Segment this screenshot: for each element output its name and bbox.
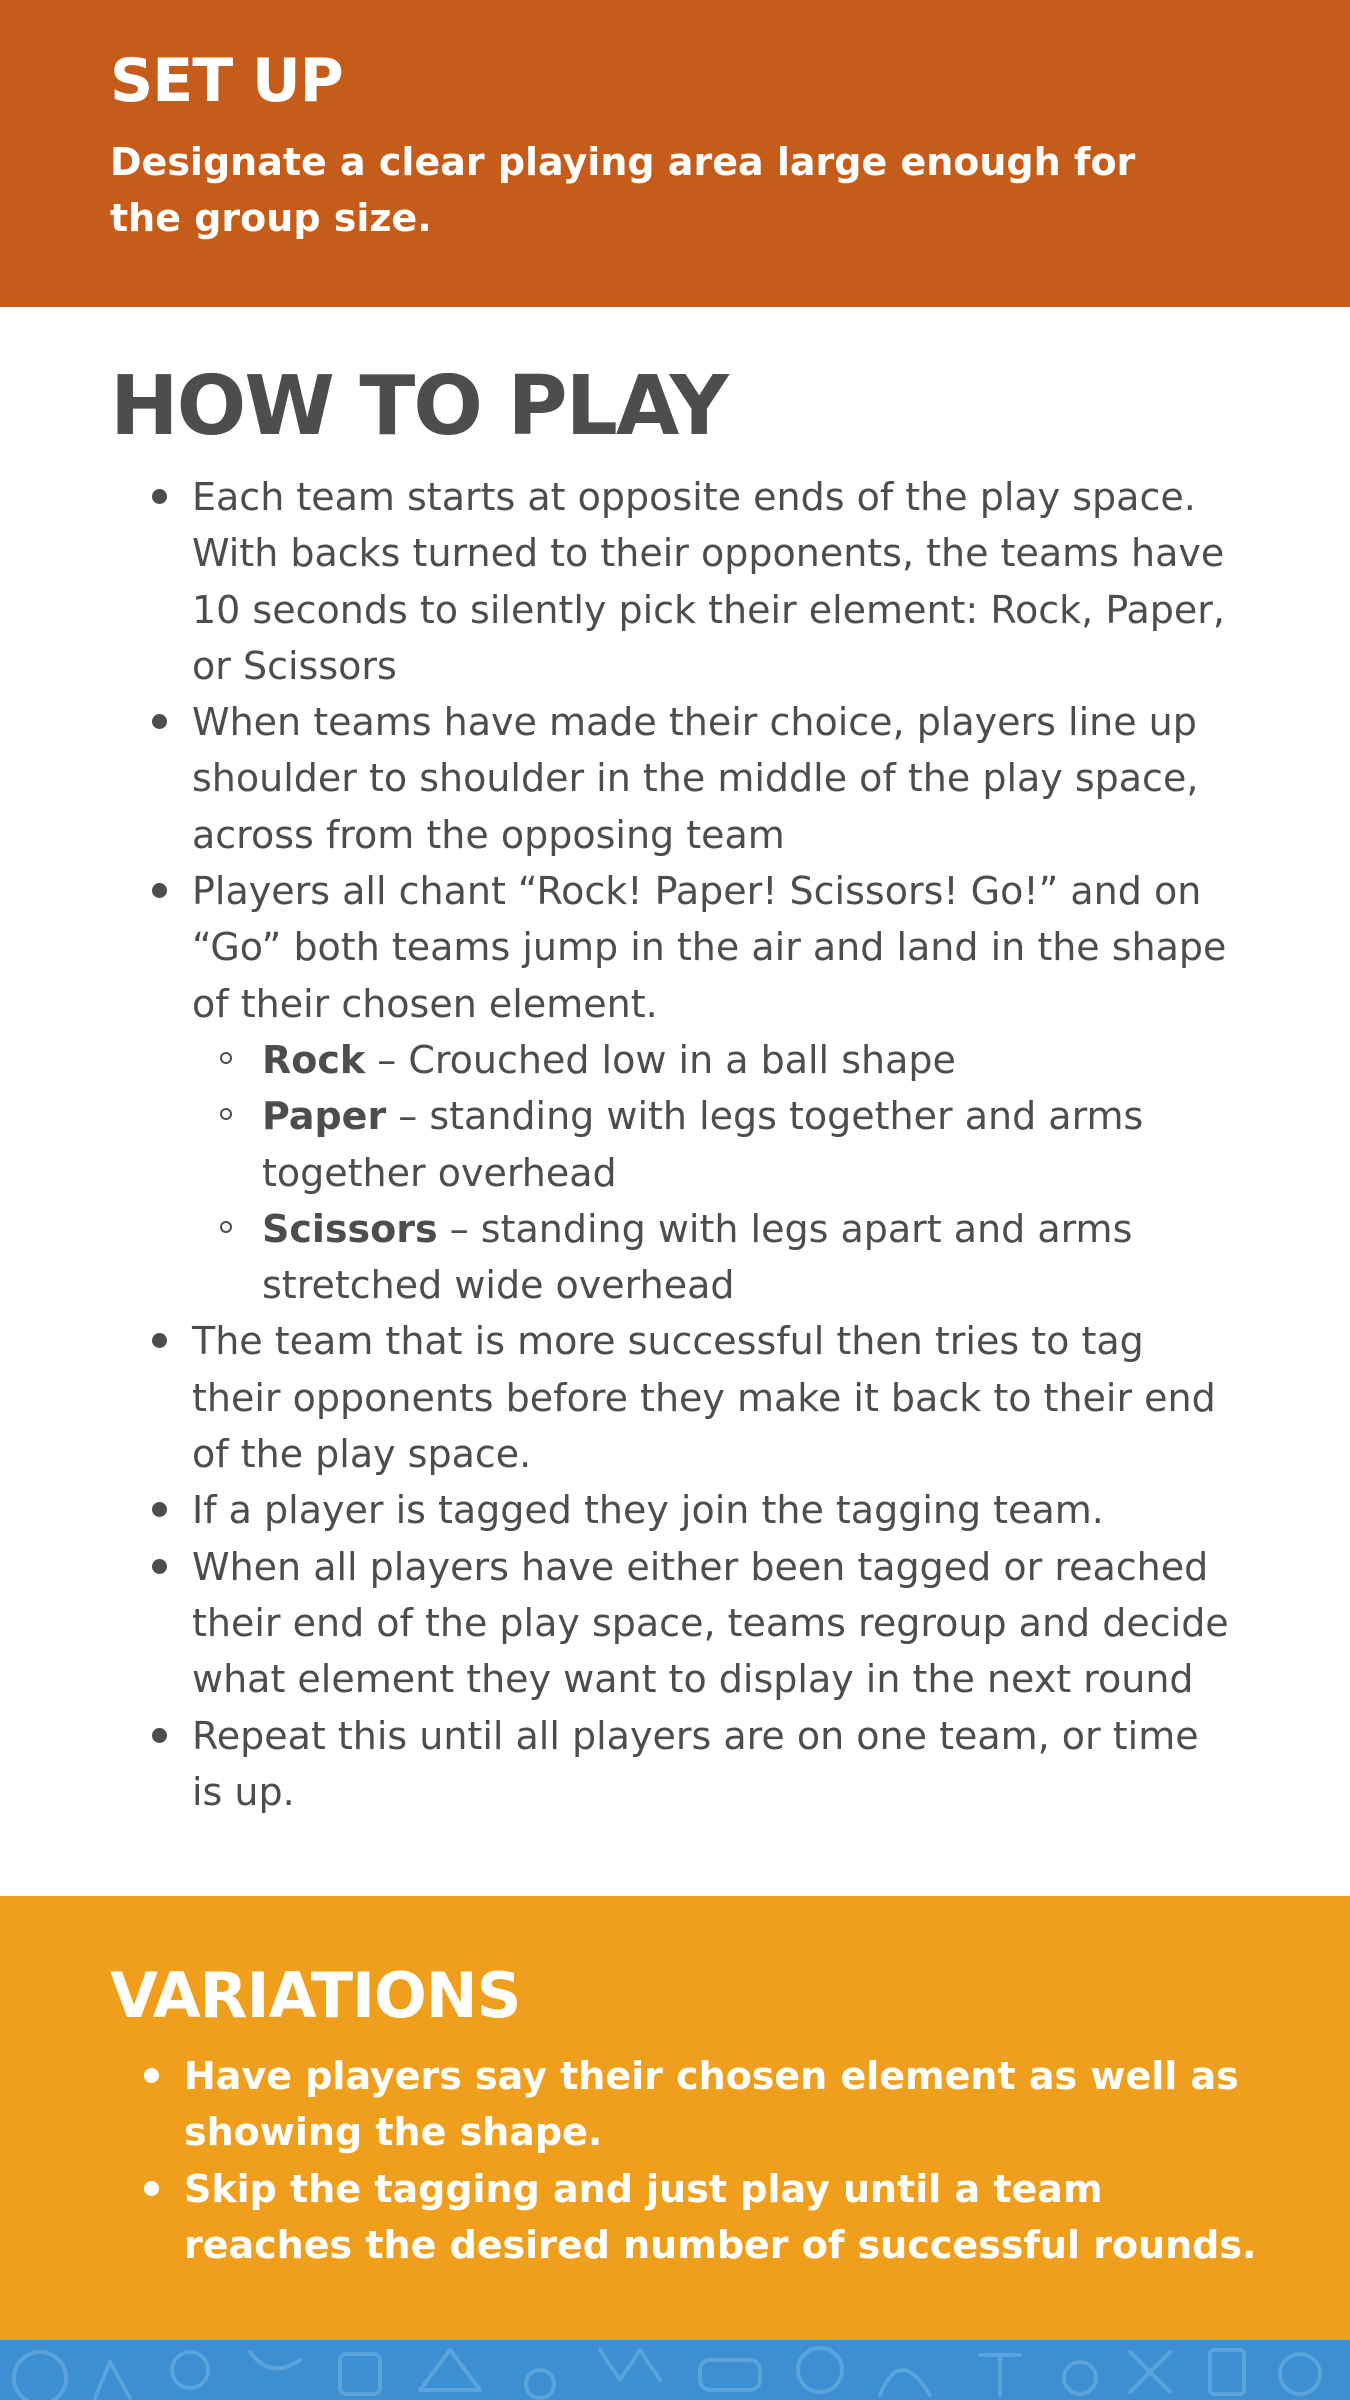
step-text: Players all chant “Rock! Paper! Scissors! Go!” and on “Go” both teams jump in the air and land in the shape of their chosen element. [192,869,1227,1026]
bullet-icon [152,1333,167,1348]
bullet-icon [152,714,167,729]
element-term: Rock [262,1037,366,1082]
step-text: If a player is tagged they join the tagging team. [192,1488,1104,1533]
step-text: Repeat this until all players are on one team, or time is up. [192,1713,1199,1814]
element-shapes-list [192,1032,1237,1313]
footer-band [0,2340,1350,2400]
element-item-rock [262,1032,1222,1088]
variations-title: VARIATIONS [110,1959,521,2032]
element-item-paper [262,1088,1222,1201]
how-to-play-steps [110,469,1240,1820]
step-item [192,1482,1237,1538]
element-term: Paper [262,1094,387,1139]
element-term: Scissors [262,1206,438,1251]
bullet-icon [144,2068,159,2083]
step-item [192,694,1237,863]
variations-section [0,1896,1350,2340]
step-text: When all players have either been tagged or reached their end of the play space, teams regroup and decide what element they want to display in the next round [192,1544,1229,1702]
step-item [192,1313,1237,1482]
element-desc: – standing with legs apart and arms stretched wide overhead [262,1206,1133,1308]
bullet-icon [152,883,167,898]
variations-list [110,2048,1257,2273]
variation-item [184,2161,1264,2274]
how-to-play-title: HOW TO PLAY [110,359,727,454]
step-text: Each team starts at opposite ends of the play space. With backs turned to their opponents, the teams have 10 seconds to silently pick their element: Rock, Paper, or Scissors [192,475,1226,688]
bullet-icon [152,1728,167,1743]
step-item [192,1708,1237,1821]
element-desc: – standing with legs together and arms together overhead [262,1094,1144,1195]
setup-text: Designate a clear playing area large enough for the group size. [110,140,1136,240]
step-text: When teams have made their choice, players line up shoulder to shoulder in the middle of the play space, across from the opposing team [192,700,1199,857]
variation-item [184,2048,1264,2161]
circle-bullet-icon [220,1108,232,1120]
bullet-icon [144,2181,159,2196]
how-to-play-section [0,307,1350,1896]
element-desc: – Crouched low in a ball shape [365,1037,956,1082]
step-item [192,1539,1237,1708]
doodle-pattern-icon [0,2340,1350,2400]
step-item [192,863,1237,1313]
variation-text: Have players say their chosen element as well as showing the shape. [184,2054,1239,2155]
bullet-icon [152,1502,167,1517]
step-item [192,469,1237,694]
element-item-scissors [262,1201,1222,1314]
circle-bullet-icon [220,1221,232,1233]
variation-text: Skip the tagging and just play until a team reaches the desired number of successful rounds. [184,2166,1257,2267]
setup-title: SET UP [110,46,343,116]
setup-section [0,0,1350,307]
bullet-icon [152,1559,167,1574]
circle-bullet-icon [220,1052,232,1064]
bullet-icon [152,489,167,504]
step-text: The team that is more successful then tries to tag their opponents before they make it back to their end of the play space. [192,1319,1216,1477]
